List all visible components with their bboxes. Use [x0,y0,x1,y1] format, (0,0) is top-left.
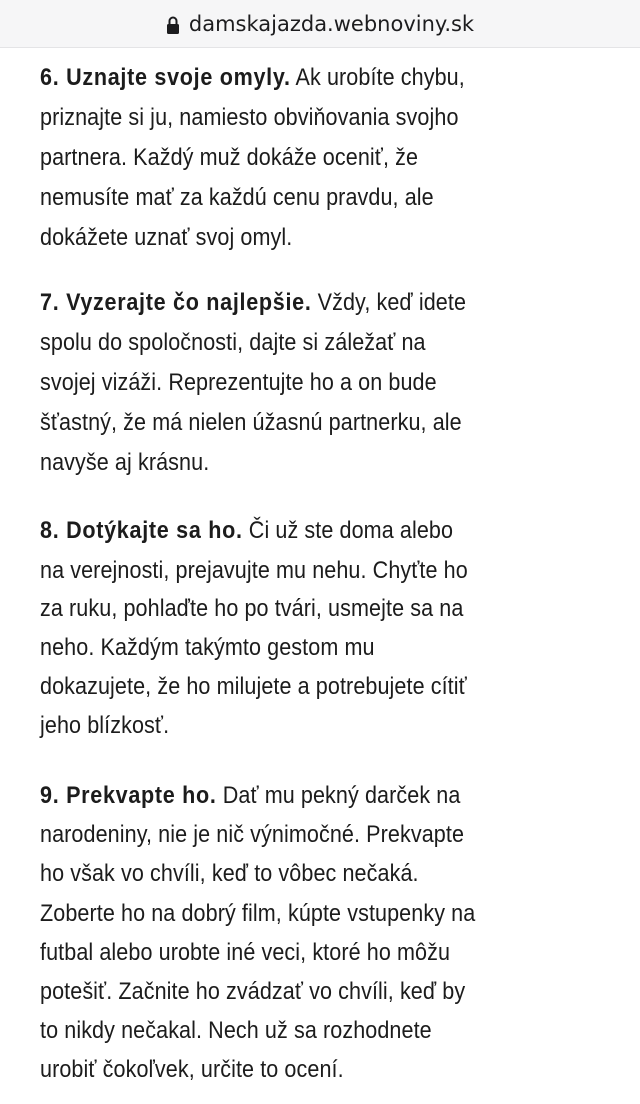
text-line: navyše aj krásnu. [40,449,210,476]
text-line: dokazujete, že ho milujete a potrebujete cítiť [40,673,467,700]
text-line: na verejnosti, prejavujte mu nehu. Chyťte ho [40,557,468,584]
url-text: damskajazda.webnoviny.sk [188,11,475,36]
text-line: šťastný, že má nielen úžasnú partnerku, ale [40,409,462,436]
text-line: neho. Každým takýmto gestom mu [40,634,375,661]
item-heading: 8. Dotýkajte sa ho. [40,517,243,544]
item-heading: 7. Vyzerajte čo najlepšie. [40,289,312,316]
item-heading: 6. Uznajte svoje omyly. [40,64,291,91]
address-bar[interactable] [0,0,640,48]
text-line: partnera. Každý muž dokáže oceniť, že [40,144,419,171]
text-line: dokážete uznať svoj omyl. [40,224,293,251]
text-line: to nikdy nečakal. Nech už sa rozhodnete [40,1017,432,1044]
lock-icon [166,15,180,35]
text-line: potešiť. Začnite ho zvádzať vo chvíli, keď by [40,978,466,1005]
text-line: 7. Vyzerajte čo najlepšie. Vždy, keď idete [40,289,467,316]
text-line: za ruku, pohlaďte ho po tvári, usmejte sa na [40,595,464,622]
text-line: 6. Uznajte svoje omyly. Ak urobíte chybu, [40,64,465,91]
text-line: jeho blízkosť. [40,712,170,739]
text-line: spolu do spoločnosti, dajte si záležať na [40,329,426,356]
text-line: urobiť čokoľvek, určite to ocení. [40,1056,344,1083]
text-line: nemusíte mať za každú cenu pravdu, ale [40,184,434,211]
text-line: priznajte si ju, namiesto obviňovania svojho [40,104,459,131]
text-line: 9. Prekvapte ho. Dať mu pekný darček na [40,782,461,809]
text-line: futbal alebo urobte iné veci, ktoré ho môžu [40,939,451,966]
text-line: Zoberte ho na dobrý film, kúpte vstupenky na [40,900,476,927]
text-line: ho však vo chvíli, keď to vôbec nečaká. [40,860,419,887]
text-line: narodeniny, nie je nič výnimočné. Prekvapte [40,821,465,848]
item-heading: 9. Prekvapte ho. [40,782,217,809]
text-line: 8. Dotýkajte sa ho. Či už ste doma alebo [40,517,454,544]
text-line: svojej vizáži. Reprezentujte ho a on bude [40,369,437,396]
